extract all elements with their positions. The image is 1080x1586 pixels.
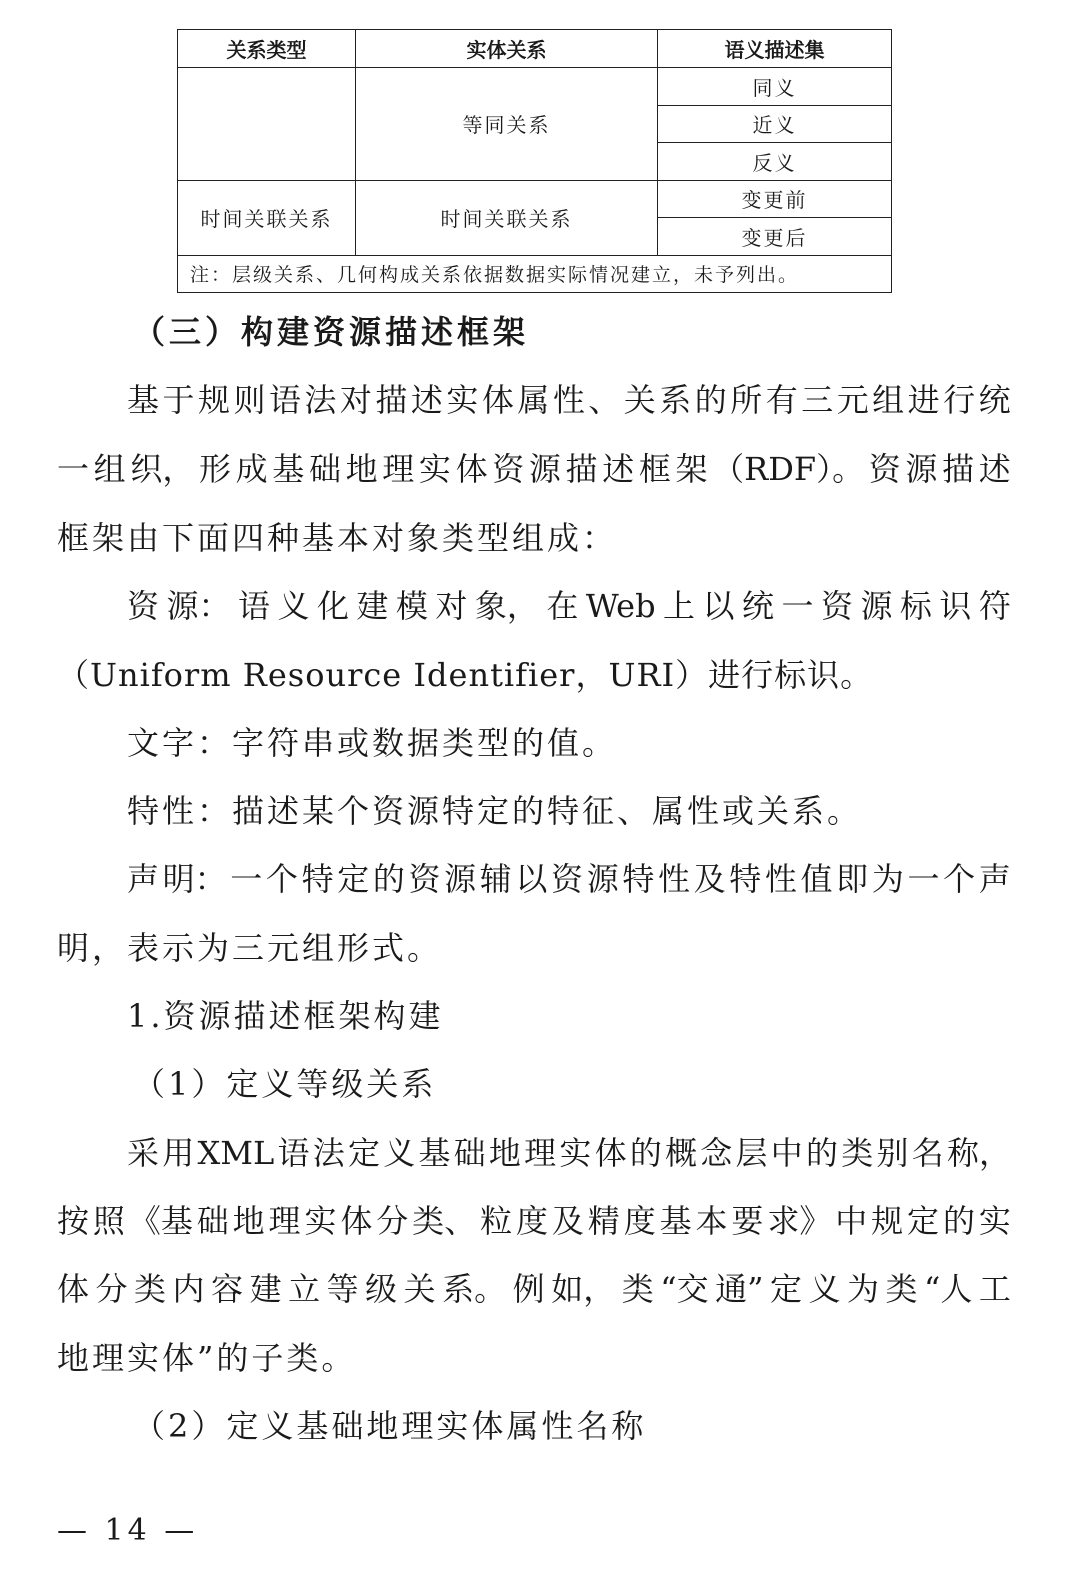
text-token: 特 (729, 860, 762, 898)
text-token: 基 (659, 1202, 692, 1240)
subheading-rdf-construction: 1.资源描述框架构建 (127, 997, 444, 1035)
text-token: 个 (943, 860, 976, 898)
text-token: 织， (130, 450, 195, 488)
text-token: 描 (375, 381, 408, 419)
text-token: 本 (695, 1202, 728, 1240)
text-token: 为 (847, 1270, 880, 1308)
statement-line1 (127, 859, 1011, 899)
text-token: 则 (233, 381, 266, 419)
text-token: 个 (265, 860, 298, 898)
text-token: 实 (304, 1202, 337, 1240)
para2-line4: 地理实体”的子类。 (57, 1339, 357, 1377)
text-token: 及 (693, 860, 726, 898)
text-token: 类 (621, 1270, 654, 1308)
text-token: 符 (978, 587, 1011, 625)
cell-type-empty (178, 68, 356, 181)
text-token: 概 (665, 1134, 698, 1172)
text-token: 语 (237, 587, 270, 625)
text-token: 粒 (480, 1202, 513, 1240)
table-header-row (178, 30, 892, 68)
text-token: 特 (622, 860, 655, 898)
text-token: 述 (410, 381, 443, 419)
text-token: 体 (481, 381, 514, 419)
para2-line3 (57, 1269, 1011, 1309)
text-token: 类 (885, 1270, 918, 1308)
text-item: 文字：字符串或数据类型的值。 (127, 724, 618, 762)
text-token: 源 (860, 587, 893, 625)
cell-antonym: 反义 (658, 143, 892, 181)
text-token: 成 (235, 450, 268, 488)
text-token: 述 (978, 450, 1011, 488)
text-token: 《基 (128, 1202, 193, 1240)
text-token: 以 (515, 860, 548, 898)
text-token: 语 (268, 381, 301, 419)
text-token: 源 (444, 860, 477, 898)
text-token: 基 (272, 450, 305, 488)
text-token: 地 (488, 1134, 521, 1172)
text-token: 体 (455, 450, 488, 488)
text-token: 实 (446, 381, 479, 419)
text-token: 采 (127, 1134, 160, 1172)
text-token: 属 (517, 381, 550, 419)
para1-line3: 框架由下面四种基本对象类型组成： (57, 519, 618, 557)
section-heading: （三）构建资源描述框架 (133, 313, 530, 351)
header-semantic-set: 语义描述集 (658, 30, 892, 68)
text-token: 要 (731, 1202, 764, 1240)
text-token: 性 (764, 860, 797, 898)
text-token: 层 (735, 1134, 768, 1172)
text-token: 定 (769, 1270, 802, 1308)
cell-after-change: 变更后 (658, 218, 892, 256)
text-token: 资 (868, 450, 901, 488)
text-token: 关 (623, 381, 656, 419)
header-entity-relation: 实体关系 (356, 30, 658, 68)
text-token: 体 (340, 1202, 373, 1240)
table-row (178, 68, 892, 106)
text-token: 系。 (442, 1270, 507, 1308)
text-token: 体 (594, 1134, 627, 1172)
text-token: 法 (304, 381, 337, 419)
cell-synonym: 同义 (658, 68, 892, 106)
text-token: “人 (924, 1270, 973, 1308)
text-token: 描 (565, 450, 598, 488)
relation-table (177, 29, 892, 293)
text-token: 的 (694, 381, 727, 419)
text-token: 名 (911, 1134, 944, 1172)
text-token: 的 (806, 1134, 839, 1172)
text-token: 分 (95, 1270, 128, 1308)
text-token: 容 (211, 1270, 244, 1308)
text-token: 组 (93, 450, 126, 488)
page-number: — 14 — (57, 1513, 199, 1548)
text-token: 定 (907, 1202, 940, 1240)
text-token: 中 (835, 1202, 868, 1240)
text-token: 对 (339, 381, 372, 419)
text-token: 值 (800, 860, 833, 898)
text-token: 的 (942, 1202, 975, 1240)
text-token: 源 (528, 450, 561, 488)
text-token: XML (197, 1134, 275, 1172)
text-token: 统 (741, 587, 774, 625)
text-token: 一 (57, 450, 90, 488)
text-token: 模 (395, 587, 428, 625)
text-token: 性 (552, 381, 585, 419)
text-token: 述 (602, 450, 635, 488)
text-token: 源： (166, 587, 231, 625)
text-token: 理 (382, 450, 415, 488)
text-token: 资 (820, 587, 853, 625)
text-token: 础 (196, 1202, 229, 1240)
text-token: 别 (876, 1134, 909, 1172)
text-token: 实 (978, 1202, 1011, 1240)
text-token: 一 (907, 860, 940, 898)
para2-line2 (57, 1201, 1011, 1241)
text-token: 精 (587, 1202, 620, 1240)
text-token: 有 (765, 381, 798, 419)
table-note-row (178, 255, 892, 293)
text-token: 理 (268, 1202, 301, 1240)
text-token: 念 (700, 1134, 733, 1172)
text-token: 行 (943, 381, 976, 419)
text-token: 的 (629, 1134, 662, 1172)
text-token: 形 (198, 450, 231, 488)
text-token: 统 (978, 381, 1011, 419)
text-token: 化 (316, 587, 349, 625)
text-token: 象， (474, 587, 539, 625)
text-token: 标 (899, 587, 932, 625)
text-token: 系 (659, 381, 692, 419)
text-token: 在 (546, 587, 579, 625)
text-token: 以 (702, 587, 735, 625)
text-token: 对 (435, 587, 468, 625)
text-token: 框 (638, 450, 671, 488)
text-token: 如， (551, 1270, 616, 1308)
text-token: 建 (249, 1270, 282, 1308)
statement-line2: 明，表示为三元组形式。 (57, 929, 443, 967)
text-token: 建 (356, 587, 389, 625)
text-token: 按 (57, 1202, 90, 1240)
text-token: 义 (808, 1270, 841, 1308)
text-token: 组 (872, 381, 905, 419)
subheading-define-attribute-names: （2）定义基础地理实体属性名称 (133, 1407, 647, 1445)
text-token: 基 (418, 1134, 451, 1172)
text-token: 识 (939, 587, 972, 625)
text-token: （RDF）。 (712, 450, 865, 488)
text-token: 即 (836, 860, 869, 898)
text-token: 等 (326, 1270, 359, 1308)
text-token: 资 (127, 587, 160, 625)
text-token: 及 (551, 1202, 584, 1240)
text-token: 源 (586, 860, 619, 898)
text-token: 类 (841, 1134, 874, 1172)
text-token: 类 (134, 1270, 167, 1308)
text-token: 称， (946, 1134, 1011, 1172)
text-token: 为 (871, 860, 904, 898)
table-note: 注：层级关系、几何构成关系依据数据实际情况建立，未予列出。 (178, 255, 892, 293)
text-token: 地 (232, 1202, 265, 1240)
text-token: 资 (551, 860, 584, 898)
text-token: “交 (660, 1270, 709, 1308)
text-token: 声 (127, 860, 160, 898)
text-token: 度 (623, 1202, 656, 1240)
text-token: 定 (347, 1134, 380, 1172)
subheading-define-hierarchy: （1）定义等级关系 (133, 1065, 437, 1103)
para2-line1 (127, 1133, 1011, 1173)
text-token: 所 (730, 381, 763, 419)
cell-temporal-type: 时间关联关系 (178, 180, 356, 255)
text-token: 源 (905, 450, 938, 488)
header-relation-type: 关系类型 (178, 30, 356, 68)
text-token: 一 (230, 860, 263, 898)
cell-equivalence: 等同关系 (356, 68, 658, 181)
text-token: 义 (383, 1134, 416, 1172)
text-token: 工 (978, 1270, 1011, 1308)
cell-before-change: 变更前 (658, 180, 892, 218)
text-token: 资 (492, 450, 525, 488)
text-token: 立 (288, 1270, 321, 1308)
text-token: 特 (301, 860, 334, 898)
text-token: 分 (376, 1202, 409, 1240)
resource-line1 (127, 586, 1011, 626)
text-token: 础 (453, 1134, 486, 1172)
para1-line1 (127, 380, 1011, 420)
text-token: 性 (657, 860, 690, 898)
property-item: 特性：描述某个资源特定的特征、属性或关系。 (127, 792, 863, 830)
text-token: 理 (524, 1134, 557, 1172)
text-token: 声 (978, 860, 1011, 898)
text-token: 用 (162, 1134, 195, 1172)
text-token: 类、 (412, 1202, 477, 1240)
text-token: 三 (801, 381, 834, 419)
cell-temporal-relation: 时间关联关系 (356, 180, 658, 255)
text-token: 实 (559, 1134, 592, 1172)
text-token: 体 (57, 1270, 90, 1308)
text-token: 基 (127, 381, 160, 419)
text-token: 定 (337, 860, 370, 898)
text-token: 法 (312, 1134, 345, 1172)
text-token: Web (585, 587, 656, 625)
text-token: 于 (162, 381, 195, 419)
text-token: 内 (172, 1270, 205, 1308)
text-token: 的 (372, 860, 405, 898)
text-token: 关 (403, 1270, 436, 1308)
cell-near-synonym: 近义 (658, 105, 892, 143)
text-token: 辅 (479, 860, 512, 898)
text-token: 语 (277, 1134, 310, 1172)
text-token: 规 (871, 1202, 904, 1240)
text-token: 明： (162, 860, 227, 898)
text-token: 地 (345, 450, 378, 488)
text-token: 中 (770, 1134, 803, 1172)
text-token: 规 (197, 381, 230, 419)
text-token: 架 (675, 450, 708, 488)
table-row (178, 180, 892, 218)
text-token: 资 (408, 860, 441, 898)
text-token: 求》 (767, 1202, 832, 1240)
text-token: 通” (715, 1270, 764, 1308)
text-token: 一 (781, 587, 814, 625)
text-token: 、 (588, 381, 621, 419)
text-token: 级 (365, 1270, 398, 1308)
text-token: 实 (418, 450, 451, 488)
text-token: 元 (836, 381, 869, 419)
text-token: 上 (663, 587, 696, 625)
text-token: 度 (515, 1202, 548, 1240)
text-token: 进 (907, 381, 940, 419)
text-token: 义 (277, 587, 310, 625)
para1-line2 (57, 449, 1011, 489)
resource-line2: （Uniform Resource Identifier，URI）进行标识。 (57, 656, 874, 694)
text-token: 照 (92, 1202, 125, 1240)
text-token: 础 (308, 450, 341, 488)
text-token: 描 (942, 450, 975, 488)
text-token: 例 (512, 1270, 545, 1308)
